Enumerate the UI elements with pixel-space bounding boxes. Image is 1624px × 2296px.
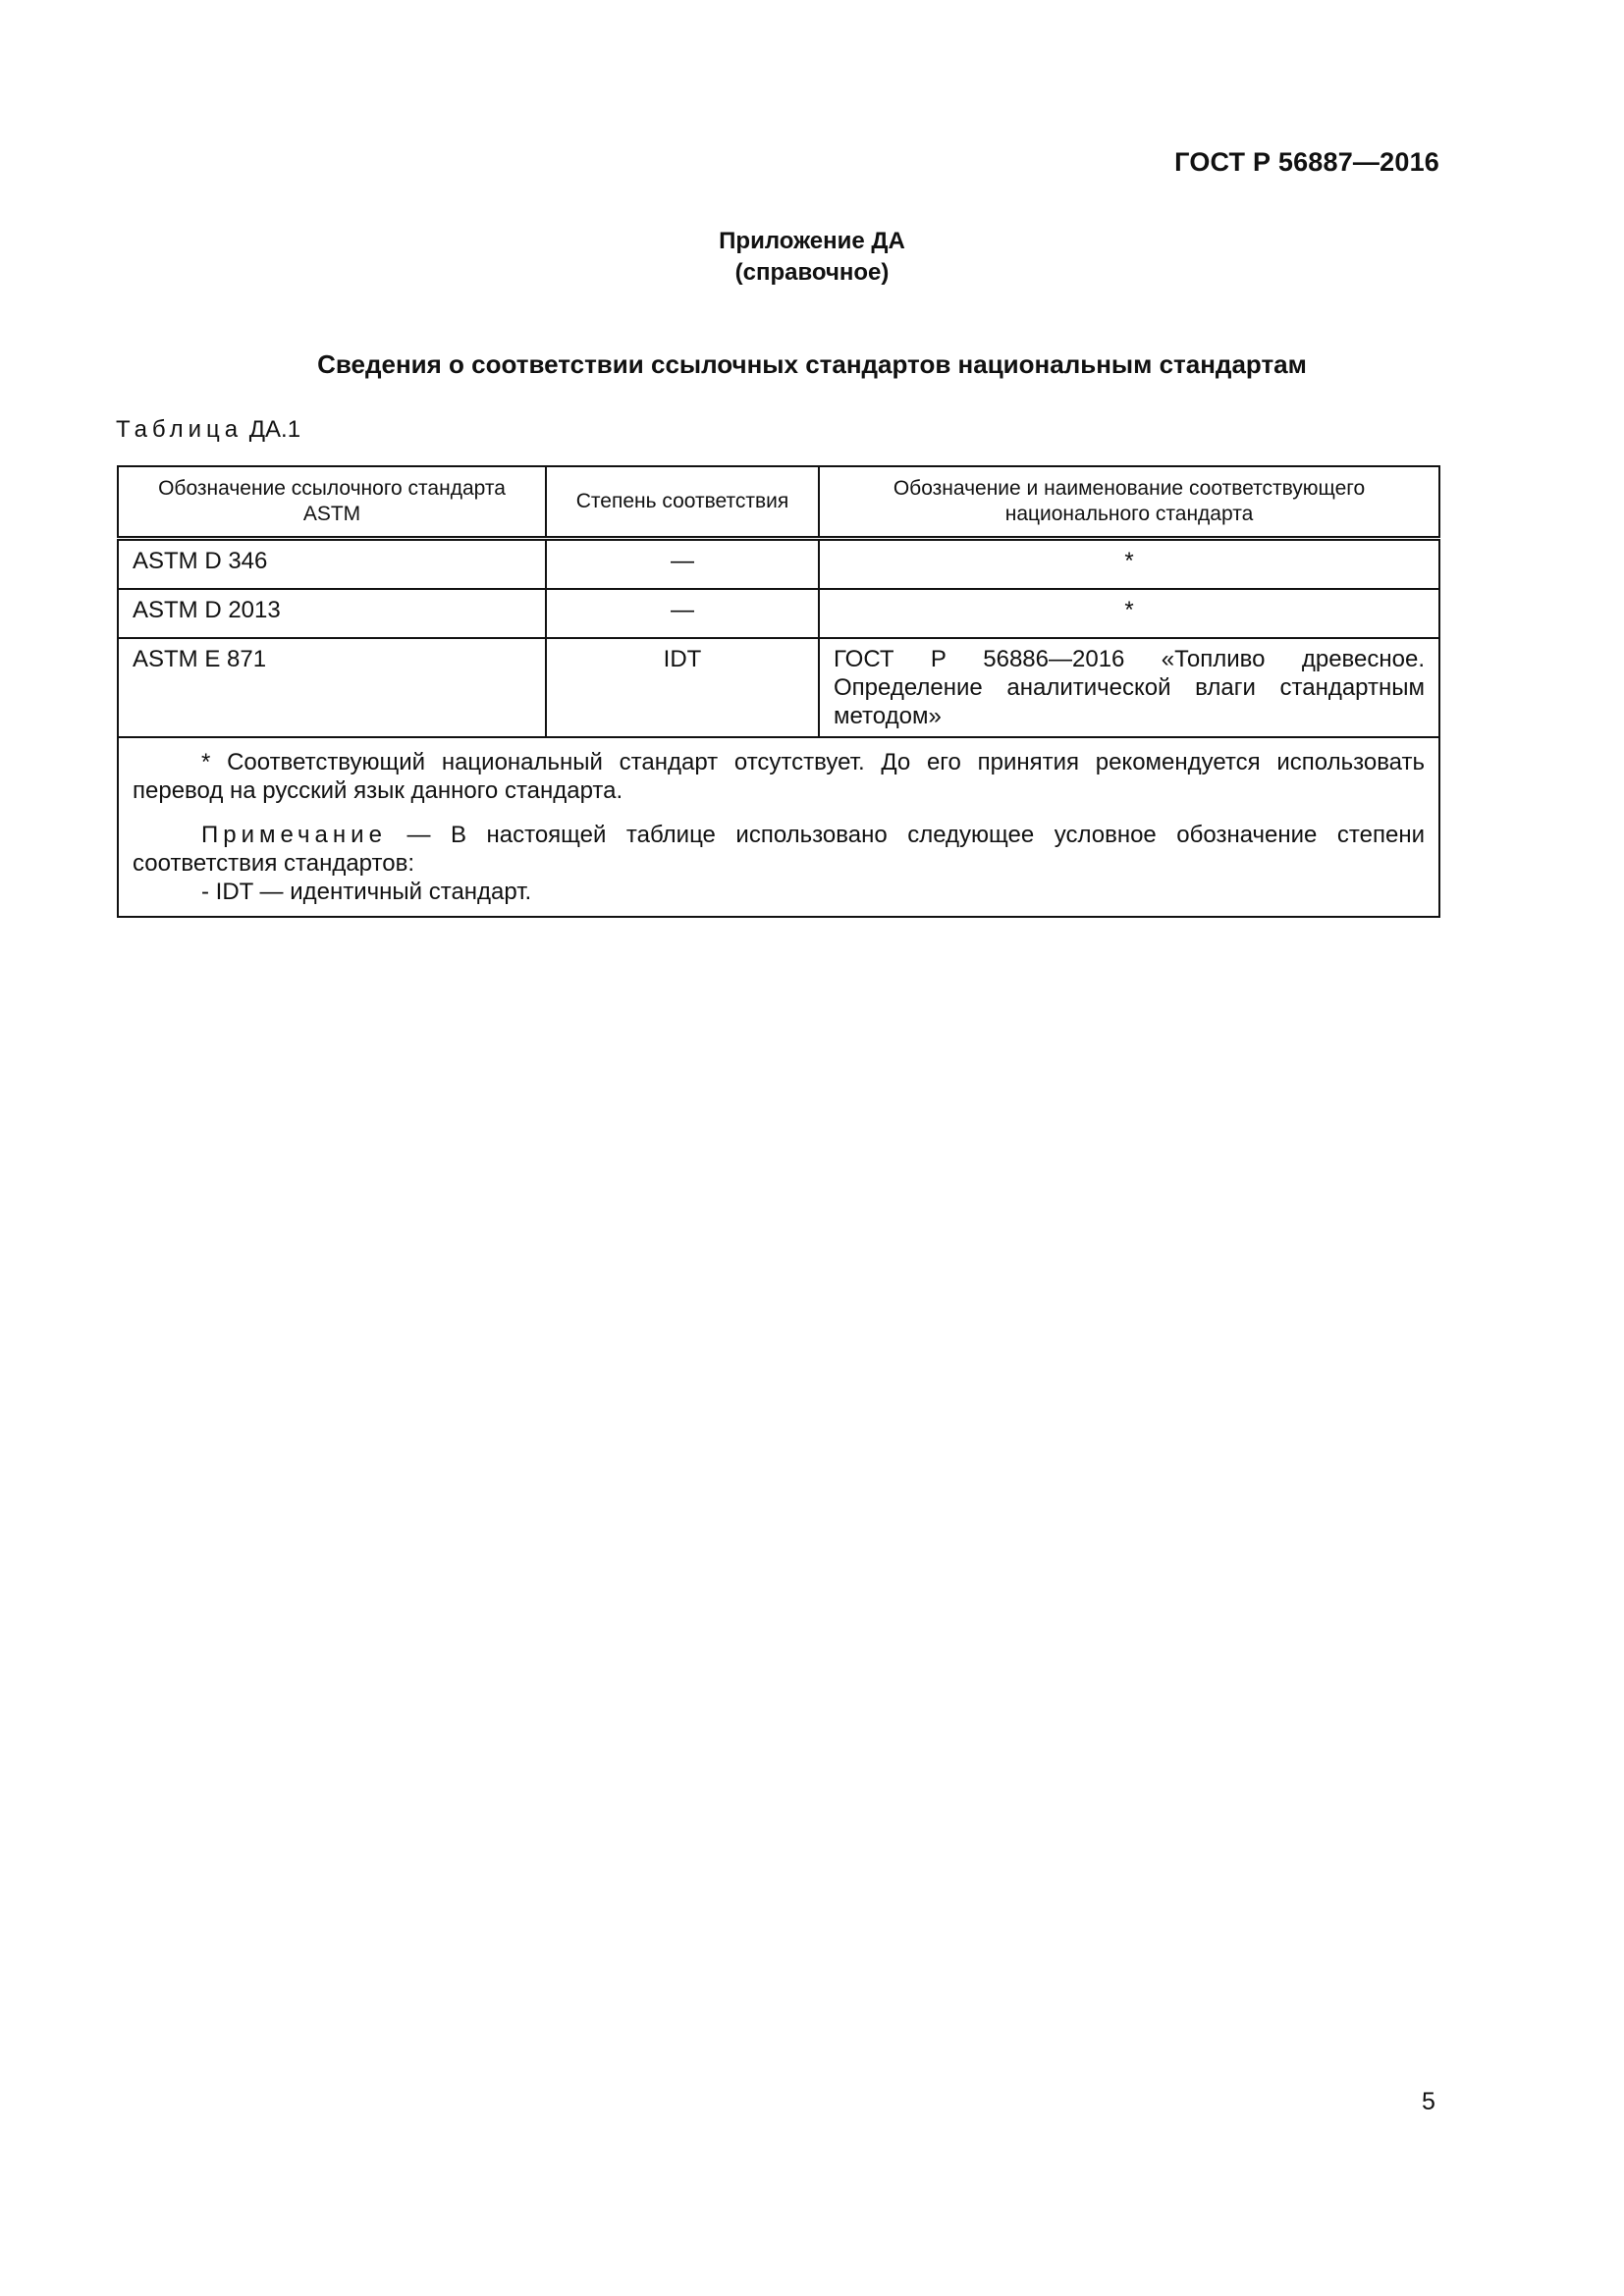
table-footnote: * Соответствующий национальный стандарт отсутствует. До его принятия рекомендуется использовать перевод на русский язык данного стандарта. xyxy=(133,749,1425,804)
appendix-title: Приложение ДА xyxy=(719,228,905,254)
note-label: Примечание xyxy=(201,822,387,848)
section-title: Сведения о соответствии ссылочных стандартов национальным стандартам xyxy=(317,349,1307,379)
table-row xyxy=(118,638,1439,737)
table-caption-id: ДА.1 xyxy=(248,416,301,443)
header-cell-degree: Степень соответствия xyxy=(546,466,819,539)
cell-reference-standard: ASTM D 346 xyxy=(118,539,546,590)
table-caption-prefix: Таблица xyxy=(116,416,244,443)
table-notes-row xyxy=(118,737,1439,917)
table-row xyxy=(118,589,1439,638)
note-item: - IDT — идентичный стандарт. xyxy=(201,879,532,905)
cell-national-standard: ГОСТ Р 56886—2016 «Топливо древесное. Определение аналитической влаги стандартным методом» xyxy=(819,638,1439,737)
cell-national-standard: * xyxy=(819,539,1439,590)
table-row xyxy=(118,539,1439,590)
cell-reference-standard: ASTM E 871 xyxy=(118,638,546,737)
appendix-subtitle: (справочное) xyxy=(734,259,890,286)
cell-degree: — xyxy=(546,539,819,590)
cell-degree: — xyxy=(546,589,819,638)
page-number: 5 xyxy=(1422,2088,1435,2115)
table-notes-cell xyxy=(118,737,1439,917)
correspondence-table xyxy=(117,465,1440,918)
cell-national-standard: * xyxy=(819,589,1439,638)
cell-degree: IDT xyxy=(546,638,819,737)
header-cell-national-standard: Обозначение и наименование соответствующего национального стандарта xyxy=(819,466,1439,539)
appendix-heading xyxy=(0,226,1624,289)
table-note xyxy=(133,821,1425,878)
table-caption xyxy=(116,416,300,444)
note-text: — В настоящей таблице использовано следующее условное обозначение степени соответствия стандартов: xyxy=(133,822,1425,877)
table-header-row xyxy=(118,466,1439,539)
cell-reference-standard: ASTM D 2013 xyxy=(118,589,546,638)
document-code: ГОСТ Р 56887—2016 xyxy=(1174,147,1439,177)
header-cell-reference-standard: Обозначение ссылочного стандарта ASTM xyxy=(118,466,546,539)
